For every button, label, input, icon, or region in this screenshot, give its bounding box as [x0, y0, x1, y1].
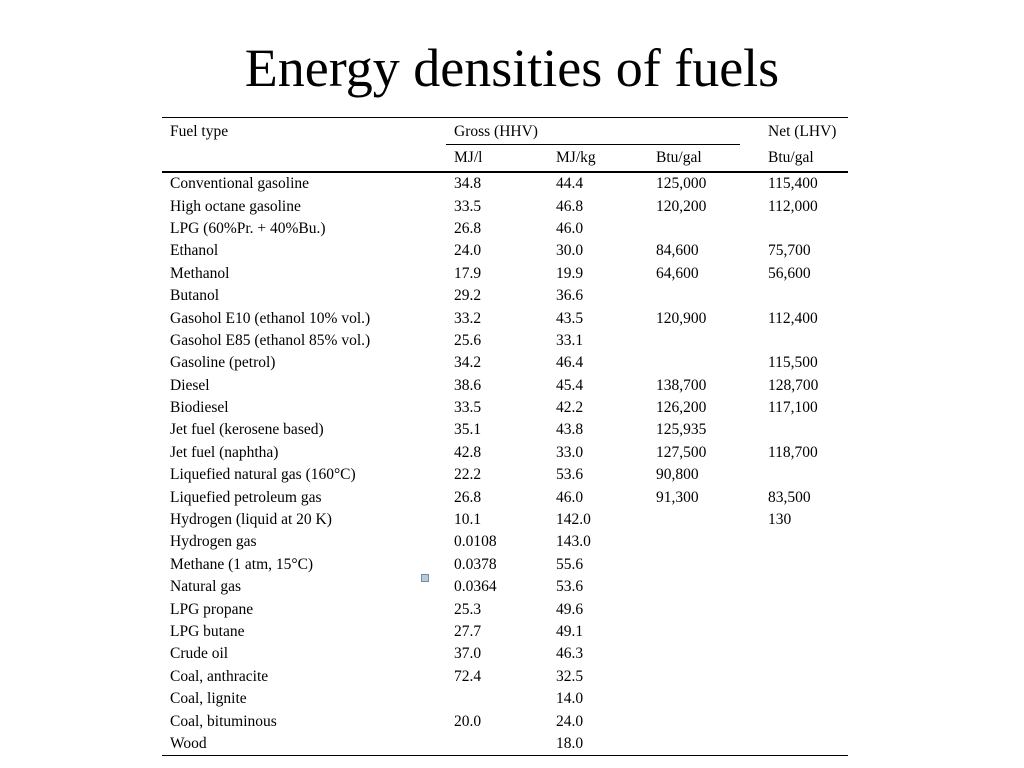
cell-mj-per-kg: 53.6	[556, 578, 584, 596]
cell-fuel-name: Ethanol	[170, 242, 219, 260]
table-row	[162, 218, 848, 240]
cell-btu-per-gal-gross: 125,000	[656, 175, 707, 193]
cell-btu-per-gal-net: 130	[768, 511, 792, 529]
cell-mj-per-liter: 72.4	[454, 667, 482, 685]
cell-btu-per-gal-net: 83,500	[768, 488, 811, 506]
cell-mj-per-kg: 14.0	[556, 690, 584, 708]
cell-mj-per-liter: 26.8	[454, 488, 482, 506]
cell-mj-per-kg: 30.0	[556, 242, 584, 260]
table-row	[162, 285, 848, 307]
cell-btu-per-gal-gross	[648, 643, 760, 665]
cell-mj-per-liter: 26.8	[454, 219, 482, 237]
table-row	[162, 733, 848, 756]
cell-fuel-name: Liquefied petroleum gas	[170, 488, 322, 506]
cell-mj-per-kg: 33.1	[556, 331, 584, 349]
cell-btu-per-gal-net	[760, 531, 848, 553]
cell-btu-per-gal-net: 112,400	[768, 309, 818, 327]
header-fuel-type: Fuel type	[162, 118, 446, 146]
cell-btu-per-gal-gross	[648, 218, 760, 240]
cell-mj-per-kg: 44.4	[556, 175, 584, 193]
cell-btu-per-gal-net: 118,700	[768, 443, 818, 461]
fuel-energy-table-container	[162, 117, 848, 756]
table-row	[162, 397, 848, 419]
cell-btu-per-gal-net	[760, 285, 848, 307]
cell-btu-per-gal-net	[760, 464, 848, 486]
cell-btu-per-gal-net: 115,400	[768, 175, 818, 193]
cell-btu-per-gal-net	[760, 218, 848, 240]
cell-btu-per-gal-net	[760, 733, 848, 756]
cell-mj-per-kg: 45.4	[556, 376, 584, 394]
cell-btu-per-gal-net: 75,700	[768, 242, 811, 260]
cell-btu-per-gal-gross: 64,600	[656, 264, 699, 282]
cell-mj-per-liter	[446, 733, 548, 756]
cell-mj-per-kg: 142.0	[556, 511, 591, 529]
cell-btu-per-gal-net: 56,600	[768, 264, 811, 282]
cell-mj-per-kg: 36.6	[556, 287, 584, 305]
header-gross-label: Gross (HHV)	[446, 119, 740, 145]
table-row	[162, 666, 848, 688]
cell-fuel-name: Wood	[170, 734, 207, 752]
table-row	[162, 621, 848, 643]
table-row	[162, 688, 848, 710]
cell-mj-per-kg: 53.6	[556, 466, 584, 484]
cell-mj-per-kg: 143.0	[556, 533, 591, 551]
cell-fuel-name: Liquefied natural gas (160°C)	[170, 466, 356, 484]
table-row	[162, 263, 848, 285]
cell-mj-per-kg: 42.2	[556, 399, 584, 417]
cell-mj-per-kg: 46.8	[556, 197, 584, 215]
cell-mj-per-kg: 19.9	[556, 264, 584, 282]
table-row	[162, 710, 848, 732]
cell-btu-per-gal-gross	[648, 621, 760, 643]
cell-btu-per-gal-gross: 84,600	[656, 242, 699, 260]
cell-fuel-name: Gasohol E85 (ethanol 85% vol.)	[170, 331, 371, 349]
cell-btu-per-gal-net: 117,100	[768, 399, 818, 417]
cell-btu-per-gal-gross: 91,300	[656, 488, 699, 506]
header-row-top	[162, 118, 848, 146]
cell-btu-per-gal-gross	[648, 710, 760, 732]
table-row	[162, 307, 848, 329]
cell-mj-per-kg: 43.8	[556, 421, 584, 439]
table-row	[162, 486, 848, 508]
cell-btu-per-gal-net	[760, 330, 848, 352]
cell-btu-per-gal-net: 115,500	[768, 354, 818, 372]
cell-btu-per-gal-net	[760, 419, 848, 441]
cell-btu-per-gal-net	[760, 666, 848, 688]
cell-mj-per-liter: 0.0364	[454, 578, 497, 596]
cell-fuel-name: Methane (1 atm, 15°C)	[170, 555, 314, 573]
cell-btu-per-gal-gross	[648, 285, 760, 307]
header-row-units	[162, 145, 848, 172]
cell-mj-per-liter: 0.0378	[454, 555, 497, 573]
cell-btu-per-gal-net: 112,000	[768, 197, 818, 215]
cell-btu-per-gal-gross: 120,900	[656, 309, 707, 327]
cell-fuel-name: Methanol	[170, 264, 230, 282]
cell-mj-per-liter: 17.9	[454, 264, 482, 282]
cell-fuel-name: LPG butane	[170, 623, 245, 640]
table-row	[162, 554, 848, 576]
cell-mj-per-kg: 43.5	[556, 309, 584, 327]
cell-mj-per-liter: 35.1	[454, 421, 482, 439]
cell-mj-per-kg: 55.6	[556, 555, 584, 573]
cell-mj-per-kg: 46.0	[556, 219, 584, 237]
cell-mj-per-liter: 25.3	[454, 600, 482, 618]
cell-btu-per-gal-net	[760, 688, 848, 710]
table-row	[162, 643, 848, 665]
cell-fuel-name: Butanol	[170, 287, 220, 305]
cell-mj-per-liter: 33.5	[454, 399, 482, 417]
cell-btu-per-gal-gross: 138,700	[656, 376, 707, 394]
cell-mj-per-kg: 46.4	[556, 354, 584, 372]
cell-mj-per-liter: 33.2	[454, 309, 482, 327]
cell-btu-per-gal-gross	[648, 688, 760, 710]
cell-mj-per-kg: 49.6	[556, 600, 584, 618]
cell-mj-per-liter: 34.2	[454, 354, 482, 372]
cell-fuel-name: LPG (60%Pr. + 40%Bu.)	[170, 219, 326, 237]
cell-btu-per-gal-net	[760, 554, 848, 576]
cell-mj-per-liter: 33.5	[454, 197, 482, 215]
table-row	[162, 330, 848, 352]
cell-btu-per-gal-net	[760, 621, 848, 643]
cell-fuel-name: Hydrogen (liquid at 20 K)	[170, 511, 332, 529]
table-row	[162, 442, 848, 464]
cell-fuel-name: Coal, bituminous	[170, 712, 277, 730]
cell-fuel-name: Coal, anthracite	[170, 667, 269, 685]
cell-fuel-name: Crude oil	[170, 645, 229, 663]
cell-mj-per-liter: 29.2	[454, 287, 482, 305]
table-bottom-rule	[162, 756, 848, 757]
cell-mj-per-kg: 18.0	[556, 734, 584, 752]
table-row	[162, 419, 848, 441]
header-units-blank	[162, 145, 446, 172]
table-row	[162, 464, 848, 486]
cell-btu-per-gal-gross	[648, 554, 760, 576]
cell-btu-per-gal-gross	[648, 330, 760, 352]
table-row	[162, 240, 848, 262]
table-row	[162, 531, 848, 553]
table-row	[162, 375, 848, 397]
header-btu-per-gal-gross: Btu/gal	[656, 149, 702, 166]
header-mj-per-kg: MJ/kg	[556, 149, 596, 166]
cell-fuel-name: Biodiesel	[170, 399, 229, 417]
cell-fuel-name: Hydrogen gas	[170, 533, 257, 551]
fuel-table-body	[162, 173, 848, 756]
cell-mj-per-liter: 20.0	[454, 712, 482, 730]
cell-btu-per-gal-net	[760, 576, 848, 598]
cell-mj-per-kg: 24.0	[556, 712, 584, 730]
cell-btu-per-gal-net	[760, 710, 848, 732]
cell-fuel-name: Jet fuel (naphtha)	[170, 443, 279, 461]
slide-title: Energy densities of fuels	[244, 38, 780, 98]
cell-mj-per-liter: 34.8	[454, 175, 482, 193]
cell-mj-per-liter: 37.0	[454, 645, 482, 663]
table-row	[162, 195, 848, 217]
cell-mj-per-liter: 22.2	[454, 466, 482, 484]
table-row	[162, 509, 848, 531]
cell-btu-per-gal-gross	[648, 576, 760, 598]
cell-btu-per-gal-gross	[648, 666, 760, 688]
fuel-energy-table	[162, 117, 848, 756]
cell-fuel-name: LPG propane	[170, 600, 254, 618]
cell-fuel-name: Diesel	[170, 376, 210, 394]
cell-mj-per-liter: 24.0	[454, 242, 482, 260]
cell-btu-per-gal-gross	[648, 733, 760, 756]
header-net-lhv: Net (LHV)	[760, 118, 848, 146]
cell-fuel-name: Gasoline (petrol)	[170, 354, 276, 372]
cell-btu-per-gal-net: 128,700	[768, 376, 819, 394]
cell-mj-per-kg: 33.0	[556, 443, 584, 461]
cell-fuel-name: Conventional gasoline	[170, 175, 310, 193]
cell-fuel-name: Gasohol E10 (ethanol 10% vol.)	[170, 309, 371, 327]
cell-mj-per-liter: 27.7	[454, 623, 482, 640]
cell-mj-per-kg: 46.0	[556, 488, 584, 506]
table-row	[162, 352, 848, 374]
cell-mj-per-liter: 0.0108	[454, 533, 497, 551]
header-mj-per-liter: MJ/l	[454, 149, 483, 166]
cell-mj-per-liter: 38.6	[454, 376, 482, 394]
cell-mj-per-liter	[446, 688, 548, 710]
cell-btu-per-gal-gross	[648, 531, 760, 553]
cell-mj-per-kg: 32.5	[556, 667, 584, 685]
cell-btu-per-gal-gross	[648, 509, 760, 531]
header-gross-hhv	[446, 118, 760, 146]
cell-btu-per-gal-net	[760, 643, 848, 665]
header-btu-per-gal-net: Btu/gal	[768, 149, 814, 166]
slide-marker-icon	[421, 574, 429, 582]
cell-fuel-name: Coal, lignite	[170, 690, 247, 708]
table-row	[162, 598, 848, 620]
cell-btu-per-gal-gross: 125,935	[656, 421, 707, 439]
cell-btu-per-gal-gross: 90,800	[656, 466, 699, 484]
cell-btu-per-gal-net	[760, 598, 848, 620]
cell-mj-per-kg: 46.3	[556, 645, 584, 663]
cell-mj-per-liter: 25.6	[454, 331, 482, 349]
cell-mj-per-liter: 10.1	[454, 511, 482, 529]
cell-btu-per-gal-gross	[648, 598, 760, 620]
cell-btu-per-gal-gross	[648, 352, 760, 374]
cell-btu-per-gal-gross: 127,500	[656, 443, 707, 461]
cell-mj-per-liter: 42.8	[454, 443, 482, 461]
cell-fuel-name: Jet fuel (kerosene based)	[170, 421, 324, 439]
cell-btu-per-gal-gross: 126,200	[656, 399, 707, 417]
table-row	[162, 173, 848, 195]
cell-fuel-name: High octane gasoline	[170, 197, 301, 215]
cell-mj-per-kg: 49.1	[556, 623, 584, 640]
cell-fuel-name: Natural gas	[170, 578, 242, 596]
table-row	[162, 576, 848, 598]
cell-btu-per-gal-gross: 120,200	[656, 197, 707, 215]
